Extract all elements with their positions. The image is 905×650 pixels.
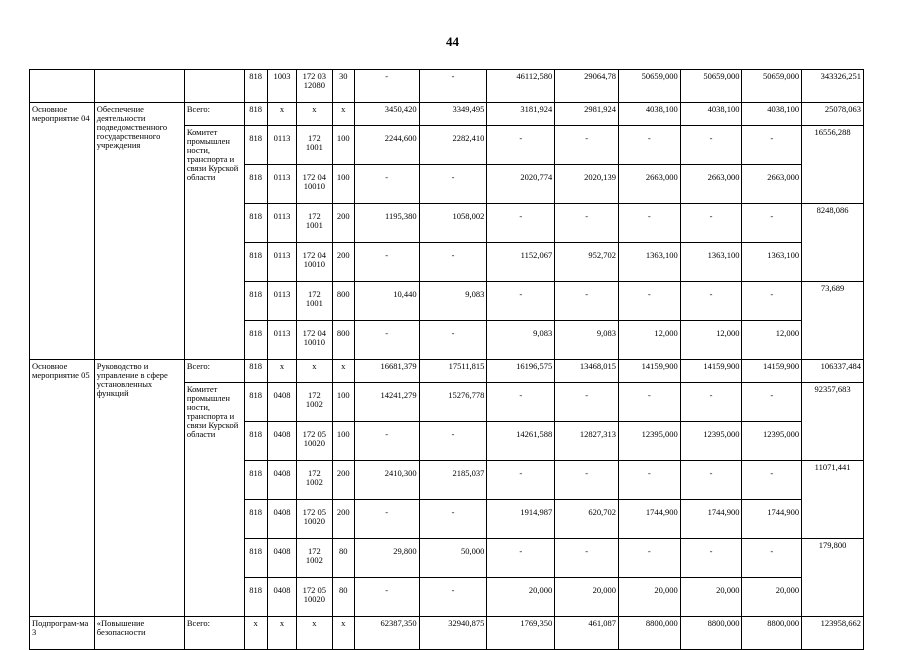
group-total-cell: 16556,288: [802, 126, 864, 204]
value-cell: 20,000: [742, 578, 802, 617]
value-cell: 818: [244, 539, 267, 578]
value-cell: 0113: [267, 321, 296, 360]
value-cell: -: [680, 204, 742, 243]
value-cell: 80: [332, 539, 354, 578]
value-cell: 172 03 12080: [297, 70, 332, 103]
value-cell: 952,702: [555, 243, 619, 282]
value-cell: 0408: [267, 461, 296, 500]
value-cell: -: [555, 126, 619, 165]
value-cell: -: [354, 578, 419, 617]
value-cell: 32940,875: [419, 617, 487, 650]
value-cell: 4038,100: [618, 103, 680, 126]
group-total-cell: 179,800: [802, 539, 864, 617]
value-cell: -: [419, 243, 487, 282]
value-cell: 0113: [267, 204, 296, 243]
value-cell: 0408: [267, 383, 296, 422]
value-cell: 29,800: [354, 539, 419, 578]
value-cell: 1769,350: [487, 617, 555, 650]
value-cell: 9,083: [419, 282, 487, 321]
value-cell: 3181,924: [487, 103, 555, 126]
value-cell: х: [297, 617, 332, 650]
value-cell: 818: [244, 243, 267, 282]
value-cell: -: [419, 578, 487, 617]
value-cell: 14159,900: [680, 360, 742, 383]
page-number: 44: [446, 34, 459, 49]
value-cell: 20,000: [555, 578, 619, 617]
value-cell: 9,083: [487, 321, 555, 360]
value-cell: х: [332, 360, 354, 383]
table-row: [30, 360, 864, 383]
value-cell: -: [487, 539, 555, 578]
value-cell: х: [332, 103, 354, 126]
value-cell: 16196,575: [487, 360, 555, 383]
value-cell: -: [555, 539, 619, 578]
value-cell: -: [487, 282, 555, 321]
value-cell: 172 04 10010: [297, 321, 332, 360]
value-cell: х: [332, 617, 354, 650]
value-cell: 14159,900: [618, 360, 680, 383]
value-cell: 818: [244, 383, 267, 422]
value-cell: -: [419, 500, 487, 539]
value-cell: 1152,067: [487, 243, 555, 282]
value-cell: -: [742, 539, 802, 578]
value-cell: 172 1002: [297, 461, 332, 500]
value-cell: 0408: [267, 500, 296, 539]
value-cell: 1363,100: [618, 243, 680, 282]
value-cell: х: [267, 617, 296, 650]
value-cell: 9,083: [555, 321, 619, 360]
value-cell: 620,702: [555, 500, 619, 539]
group-total-cell: 8248,086: [802, 204, 864, 282]
value-cell: 0408: [267, 578, 296, 617]
value-cell: -: [487, 204, 555, 243]
value-cell: 818: [244, 126, 267, 165]
value-cell: 12395,000: [742, 422, 802, 461]
value-cell: -: [354, 70, 419, 103]
group-total-cell: 92357,683: [802, 383, 864, 461]
description-cell: [94, 70, 184, 103]
value-cell: 461,087: [555, 617, 619, 650]
value-cell: 172 05 10020: [297, 422, 332, 461]
value-cell: 2410,300: [354, 461, 419, 500]
value-cell: 10,440: [354, 282, 419, 321]
table-row: [30, 103, 864, 126]
value-cell: 1744,900: [742, 500, 802, 539]
value-cell: 16681,379: [354, 360, 419, 383]
value-cell: 14159,900: [742, 360, 802, 383]
value-cell: 123958,662: [802, 617, 864, 650]
value-cell: 818: [244, 360, 267, 383]
value-cell: 12395,000: [680, 422, 742, 461]
executor-cell: [184, 70, 244, 103]
value-cell: 4038,100: [742, 103, 802, 126]
value-cell: -: [555, 282, 619, 321]
value-cell: -: [354, 165, 419, 204]
value-cell: 200: [332, 500, 354, 539]
value-cell: -: [680, 383, 742, 422]
value-cell: 8800,000: [618, 617, 680, 650]
value-cell: 2663,000: [742, 165, 802, 204]
value-cell: 1363,100: [742, 243, 802, 282]
value-cell: 100: [332, 422, 354, 461]
value-cell: -: [742, 204, 802, 243]
value-cell: -: [742, 383, 802, 422]
value-cell: 2020,774: [487, 165, 555, 204]
value-cell: -: [618, 204, 680, 243]
total-label-cell: Всего:: [184, 103, 244, 126]
value-cell: 100: [332, 383, 354, 422]
value-cell: -: [419, 165, 487, 204]
value-cell: 1744,900: [618, 500, 680, 539]
value-cell: 818: [244, 500, 267, 539]
value-cell: 0113: [267, 282, 296, 321]
table-row: [30, 617, 864, 650]
value-cell: -: [487, 383, 555, 422]
value-cell: 1744,900: [680, 500, 742, 539]
value-cell: 0408: [267, 422, 296, 461]
value-cell: 2020,139: [555, 165, 619, 204]
value-cell: -: [354, 243, 419, 282]
value-cell: х: [267, 103, 296, 126]
value-cell: 1058,002: [419, 204, 487, 243]
subprogram-description-cell: «Повышение безопасности: [94, 617, 184, 650]
value-cell: 800: [332, 321, 354, 360]
value-cell: 46112,580: [487, 70, 555, 103]
value-cell: х: [297, 103, 332, 126]
budget-table-body: [30, 70, 864, 650]
value-cell: 12,000: [742, 321, 802, 360]
value-cell: -: [742, 461, 802, 500]
value-cell: 818: [244, 204, 267, 243]
value-cell: -: [618, 126, 680, 165]
value-cell: 17511,815: [419, 360, 487, 383]
value-cell: 12,000: [618, 321, 680, 360]
value-cell: -: [680, 126, 742, 165]
value-cell: -: [555, 204, 619, 243]
value-cell: -: [487, 126, 555, 165]
value-cell: 2244,600: [354, 126, 419, 165]
value-cell: 0408: [267, 539, 296, 578]
value-cell: -: [419, 70, 487, 103]
value-cell: -: [618, 383, 680, 422]
value-cell: -: [354, 500, 419, 539]
value-cell: -: [419, 422, 487, 461]
activity-description-cell: Руководство и управление в сфере установленных функций: [94, 360, 184, 617]
value-cell: -: [680, 461, 742, 500]
value-cell: 29064,78: [555, 70, 619, 103]
value-cell: 12,000: [680, 321, 742, 360]
activity-name-cell: Основное мероприятие 04: [30, 103, 95, 360]
value-cell: 15276,778: [419, 383, 487, 422]
value-cell: 4038,100: [680, 103, 742, 126]
value-cell: 50659,000: [742, 70, 802, 103]
value-cell: 1914,987: [487, 500, 555, 539]
budget-table: [29, 69, 864, 650]
value-cell: 172 1001: [297, 126, 332, 165]
value-cell: 800: [332, 282, 354, 321]
value-cell: х: [244, 617, 267, 650]
value-cell: 200: [332, 204, 354, 243]
value-cell: 172 1001: [297, 282, 332, 321]
value-cell: -: [487, 461, 555, 500]
value-cell: 20,000: [487, 578, 555, 617]
value-cell: 1003: [267, 70, 296, 103]
value-cell: 2981,924: [555, 103, 619, 126]
value-cell: 80: [332, 578, 354, 617]
value-cell: 100: [332, 165, 354, 204]
value-cell: 172 1002: [297, 383, 332, 422]
value-cell: 343326,251: [802, 70, 864, 103]
value-cell: -: [618, 282, 680, 321]
value-cell: х: [297, 360, 332, 383]
table-row: [30, 70, 864, 103]
value-cell: 30: [332, 70, 354, 103]
name-cell: [30, 70, 95, 103]
executor-cell: Комитет промышлен ности, транспорта и связи Курской области: [184, 126, 244, 360]
value-cell: 2663,000: [680, 165, 742, 204]
group-total-cell: 11071,441: [802, 461, 864, 539]
value-cell: 13468,015: [555, 360, 619, 383]
value-cell: -: [419, 321, 487, 360]
value-cell: 1363,100: [680, 243, 742, 282]
value-cell: -: [354, 321, 419, 360]
value-cell: 818: [244, 422, 267, 461]
value-cell: 172 05 10020: [297, 578, 332, 617]
value-cell: 2663,000: [618, 165, 680, 204]
value-cell: 3450,420: [354, 103, 419, 126]
value-cell: -: [555, 383, 619, 422]
value-cell: 25078,063: [802, 103, 864, 126]
value-cell: 50659,000: [680, 70, 742, 103]
value-cell: 818: [244, 103, 267, 126]
value-cell: -: [680, 282, 742, 321]
value-cell: 14261,588: [487, 422, 555, 461]
value-cell: 818: [244, 282, 267, 321]
value-cell: -: [354, 422, 419, 461]
activity-description-cell: Обеспечение деятельности подведомственного государственного учреждения: [94, 103, 184, 360]
group-total-cell: 73,689: [802, 282, 864, 360]
value-cell: 818: [244, 70, 267, 103]
value-cell: 12395,000: [618, 422, 680, 461]
value-cell: -: [742, 282, 802, 321]
value-cell: 100: [332, 126, 354, 165]
value-cell: 12827,313: [555, 422, 619, 461]
value-cell: 8800,000: [742, 617, 802, 650]
value-cell: 106337,484: [802, 360, 864, 383]
value-cell: 50659,000: [618, 70, 680, 103]
value-cell: -: [742, 126, 802, 165]
value-cell: х: [267, 360, 296, 383]
value-cell: 0113: [267, 243, 296, 282]
value-cell: 172 04 10010: [297, 165, 332, 204]
subprogram-name-cell: Подпрограм-ма 3: [30, 617, 95, 650]
value-cell: 2282,410: [419, 126, 487, 165]
value-cell: 1195,380: [354, 204, 419, 243]
value-cell: 8800,000: [680, 617, 742, 650]
value-cell: 200: [332, 243, 354, 282]
value-cell: 20,000: [618, 578, 680, 617]
value-cell: 818: [244, 461, 267, 500]
total-label-cell: Всего:: [184, 617, 244, 650]
value-cell: 818: [244, 578, 267, 617]
value-cell: -: [618, 539, 680, 578]
value-cell: -: [555, 461, 619, 500]
value-cell: 2185,037: [419, 461, 487, 500]
executor-cell: Комитет промышлен ности, транспорта и связи Курской области: [184, 383, 244, 617]
value-cell: 172 1001: [297, 204, 332, 243]
value-cell: 62387,350: [354, 617, 419, 650]
value-cell: 14241,279: [354, 383, 419, 422]
value-cell: -: [618, 461, 680, 500]
value-cell: 172 05 10020: [297, 500, 332, 539]
activity-name-cell: Основное мероприятие 05: [30, 360, 95, 617]
value-cell: 818: [244, 321, 267, 360]
value-cell: 0113: [267, 126, 296, 165]
total-label-cell: Всего:: [184, 360, 244, 383]
value-cell: -: [680, 539, 742, 578]
value-cell: 172 1002: [297, 539, 332, 578]
value-cell: 172 04 10010: [297, 243, 332, 282]
value-cell: 3349,495: [419, 103, 487, 126]
value-cell: 0113: [267, 165, 296, 204]
value-cell: 200: [332, 461, 354, 500]
value-cell: 20,000: [680, 578, 742, 617]
value-cell: 818: [244, 165, 267, 204]
value-cell: 50,000: [419, 539, 487, 578]
